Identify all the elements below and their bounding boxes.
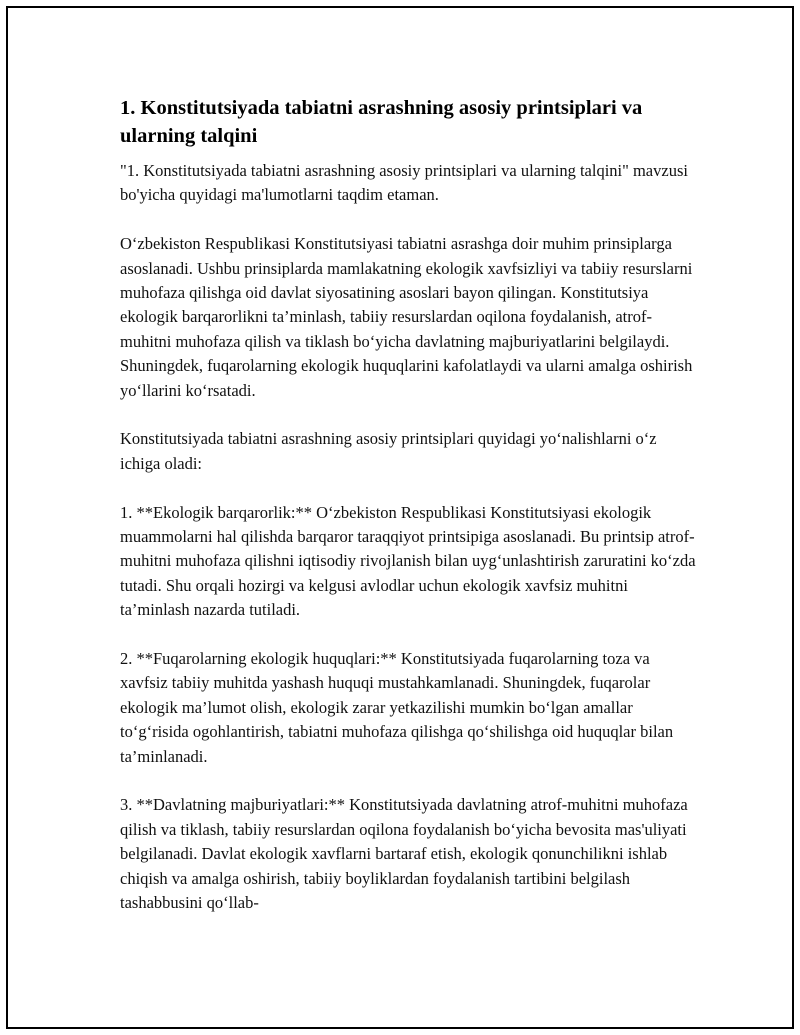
- document-body: [120, 94, 700, 940]
- principle-ecological-sustainability: 1. **Ekologik barqarorlik:** O‘zbekiston Respublikasi Konstitutsiyasi ekologik muammolarni hal qilishda barqaror taraqqiyot printsipiga asoslanadi. Bu printsip atrof-muhitni muhofaza qilishni iqtisodiy rivojlanish bilan uyg‘unlashtirish zaruratini ko‘zda tutadi. Shu orqali hozirgi va kelgusi avlodlar uchun ekologik xavfsiz muhitni ta’minlash nazarda tutiladi.: [120, 502, 696, 620]
- principle-state-obligations: 3. **Davlatning majburiyatlari:** Konstitutsiyada davlatning atrof-muhitni muhofaza qilish va tiklash, tabiiy resurslardan oqilona foydalanish bo‘yicha bevosita mas'uliyati belgilanadi. Davlat ekologik xavflarni bartaraf etish, ekologik qonunchilikni ishlab chiqish va amalga oshirish, tabiiy boyliklardan foydalanish tartibini belgilash tashabbusini qo‘llab-: [120, 795, 688, 913]
- principles-lead-paragraph: Konstitutsiyada tabiatni asrashning asosiy printsiplari quyidagi yo‘nalishlarni o‘z ichiga oladi:: [120, 429, 657, 473]
- intro-paragraph: "1. Konstitutsiyada tabiatni asrashning asosiy printsiplari va ularning talqini" mavzusi bo'yicha quyidagi ma'lumotlarni taqdim etaman.: [120, 161, 688, 205]
- document-title: 1. Konstitutsiyada tabiatni asrashning asosiy printsiplari va ularning talqini: [120, 97, 643, 147]
- constitution-overview-paragraph: O‘zbekiston Respublikasi Konstitutsiyasi tabiatni asrashga doir muhim prinsiplarga asoslanadi. Ushbu prinsiplarda mamlakatning ekologik xavfsizliyi va tabiiy resurslarni muhofaza qilishga oid davlat siyosatining asoslari bayon qilingan. Konstitutsiya ekologik barqarorlikni ta’minlash, tabiiy resurslardan oqilona foydalanish, atrof-muhitni muhofaza qilish va tiklash bo‘yicha davlatning majburiyatlarini belgilaydi. Shuningdek, fuqarolarning ekologik huquqlarini kafolatlaydi va ularni amalga oshirish yo‘llarini ko‘rsatadi.: [120, 234, 693, 400]
- document-page: [6, 6, 794, 1029]
- principle-citizen-ecological-rights: 2. **Fuqarolarning ekologik huquqlari:** Konstitutsiyada fuqarolarning toza va xavfsiz tabiiy muhitda yashash huquqi mustahkamlanadi. Shuningdek, fuqarolar ekologik ma’lumot olish, ekologik zarar yetkazilishi mumkin bo‘lgan amallar to‘g‘risida ogohlantirish, tabiatni muhofaza qilishga qo‘shilishga oid huquqlar bilan ta’minlanadi.: [120, 649, 674, 766]
